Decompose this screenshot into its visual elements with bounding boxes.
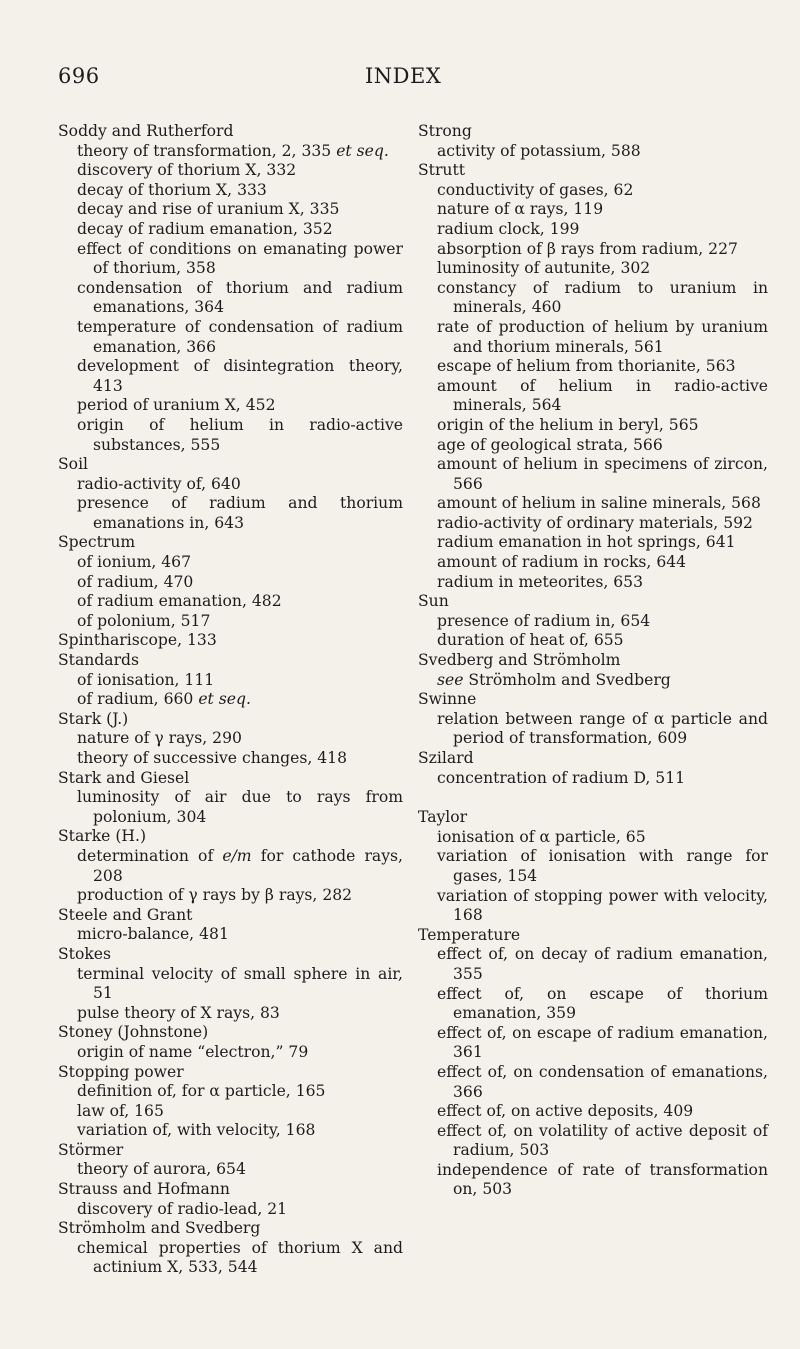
index-heading: Strutt: [418, 161, 465, 180]
index-subentry: amount of radium in rocks, 644: [437, 553, 687, 572]
index-column-right: [418, 122, 768, 1200]
index-subentry: of ionisation, 111: [77, 670, 215, 689]
index-subentry: variation of, with velocity, 168: [77, 1121, 316, 1140]
index-subentry: variation of stopping power with velocity, 168: [437, 886, 768, 925]
index-subentry: micro-balance, 481: [77, 925, 229, 944]
index-subentry: of ionium, 467: [77, 553, 192, 572]
index-subentry: conductivity of gases, 62: [437, 180, 634, 199]
index-heading: Spectrum: [58, 533, 136, 552]
index-subentry: duration of heat of, 655: [437, 631, 624, 650]
index-subentry: production of γ rays by β rays, 282: [77, 886, 353, 905]
index-heading: Taylor: [418, 808, 468, 827]
index-subentry: decay and rise of uranium X, 335: [77, 200, 340, 219]
index-subentry: amount of helium in radio-active minerals, 564: [437, 376, 768, 415]
index-entry: [58, 906, 403, 945]
index-subentry: development of disintegration theory, 413: [77, 357, 403, 395]
index-column-left: [58, 122, 403, 1278]
index-entry: [58, 455, 403, 533]
index-heading: Soil: [58, 455, 89, 474]
index-subentry: luminosity of air due to rays from polonium, 304: [77, 788, 403, 826]
index-subentry: nature of α rays, 119: [437, 200, 604, 219]
index-heading: Störmer: [58, 1140, 124, 1159]
index-heading: Szilard: [418, 749, 474, 767]
index-entry: [58, 631, 403, 651]
index-heading: Soddy and Rutherford: [58, 122, 234, 140]
index-entry: [58, 1219, 403, 1278]
index-subentry: of radium, 470: [77, 572, 194, 591]
index-entry: [418, 808, 768, 926]
index-heading: Stark (J.): [58, 709, 129, 728]
index-heading: Spinthariscope, 133: [58, 631, 217, 650]
index-subentry: terminal velocity of small sphere in air, 51: [77, 964, 403, 1003]
index-subentry: presence of radium and thorium emanations in, 643: [77, 494, 403, 532]
index-subentry: age of geological strata, 566: [437, 435, 663, 454]
running-head: INDEX: [365, 64, 442, 88]
index-subentry: concentration of radium D, 511: [437, 768, 686, 787]
index-heading: Svedberg and Strömholm: [418, 651, 621, 670]
index-subentry: origin of name “electron,” 79: [77, 1042, 309, 1061]
index-entry: [418, 161, 768, 592]
index-heading: Stark and Giesel: [58, 768, 190, 787]
index-subentry: chemical properties of thorium X and actinium X, 533, 544: [77, 1238, 403, 1277]
index-entry: [58, 769, 403, 828]
page-header: [0, 0, 800, 100]
index-heading: Standards: [58, 651, 140, 670]
index-subentry: ionisation of α particle, 65: [437, 827, 646, 846]
index-subentry: temperature of condensation of radium emanation, 366: [77, 317, 403, 356]
index-subentry: origin of helium in radio-active substances, 555: [77, 415, 403, 454]
index-subentry: origin of the helium in beryl, 565: [437, 415, 699, 434]
index-subentry: pulse theory of X rays, 83: [77, 1003, 280, 1022]
index-entry: [418, 749, 768, 788]
index-heading: Swinne: [418, 690, 477, 709]
index-subentry: radium emanation in hot springs, 641: [437, 533, 736, 552]
index-subentry: theory of transformation, 2, 335 et seq.: [77, 141, 389, 160]
index-entry: [418, 651, 768, 690]
index-subentry: luminosity of autunite, 302: [437, 259, 651, 278]
index-entry: [418, 592, 768, 651]
index-subentry: decay of radium emanation, 352: [77, 219, 333, 238]
index-entry: [58, 1180, 403, 1219]
index-subentry: activity of potassium, 588: [437, 141, 641, 160]
index-entry: [58, 651, 403, 710]
index-entry: [418, 690, 768, 749]
index-subentry: decay of thorium X, 333: [77, 180, 267, 199]
index-subentry: effect of, on volatility of active deposit of radium, 503: [437, 1121, 768, 1160]
index-heading: Strong: [418, 122, 472, 140]
index-heading: Stokes: [58, 944, 112, 963]
index-entry: [58, 1141, 403, 1180]
index-subentry: relation between range of α particle and period of transformation, 609: [437, 709, 768, 748]
index-entry: [418, 926, 768, 1200]
index-subentry: effect of, on escape of thorium emanation, 359: [437, 984, 768, 1023]
index-heading: Steele and Grant: [58, 905, 193, 924]
index-subentry: effect of, on condensation of emanations, 366: [437, 1062, 768, 1101]
index-subentry: theory of aurora, 654: [77, 1160, 246, 1179]
index-entry: [58, 1063, 403, 1141]
index-subentry: constancy of radium to uranium in minerals, 460: [437, 278, 768, 317]
index-subentry: nature of γ rays, 290: [77, 729, 242, 748]
index-subentry: amount of helium in specimens of zircon, 566: [437, 455, 768, 493]
index-subentry: absorption of β rays from radium, 227: [437, 239, 738, 258]
index-subentry: rate of production of helium by uranium and thorium minerals, 561: [437, 317, 768, 356]
index-subentry: discovery of thorium X, 332: [77, 161, 297, 180]
index-subentry: effect of, on active deposits, 409: [437, 1102, 694, 1121]
index-heading: Strömholm and Svedberg: [58, 1219, 261, 1238]
index-subentry: determination of e/m for cathode rays, 208: [77, 846, 403, 885]
index-subentry: radio-activity of, 640: [77, 474, 241, 493]
index-subentry: independence of rate of transformation on, 503: [437, 1160, 768, 1199]
index-heading: Stopping power: [58, 1062, 184, 1081]
index-subentry: of polonium, 517: [77, 611, 211, 630]
index-heading: Strauss and Hofmann: [58, 1180, 230, 1199]
index-entry: [58, 710, 403, 769]
index-entry: [58, 122, 403, 455]
index-subentry: condensation of thorium and radium emanations, 364: [77, 278, 403, 317]
index-subentry: amount of helium in saline minerals, 568: [437, 494, 761, 513]
index-subentry: discovery of radio-lead, 21: [77, 1199, 288, 1218]
index-subentry: radium clock, 199: [437, 219, 580, 238]
index-entry: [58, 945, 403, 1023]
index-subentry: see Strömholm and Svedberg: [437, 670, 671, 689]
index-subentry: effect of, on escape of radium emanation, 361: [437, 1023, 768, 1062]
index-subentry: escape of helium from thorianite, 563: [437, 357, 736, 376]
index-entry: [58, 827, 403, 905]
index-heading: Temperature: [418, 925, 521, 944]
index-subentry: definition of, for α particle, 165: [77, 1082, 326, 1101]
index-subentry: effect of conditions on emanating power of thorium, 358: [77, 239, 403, 278]
index-subentry: radio-activity of ordinary materials, 592: [437, 513, 753, 532]
index-subentry: of radium, 660 et seq.: [77, 690, 251, 709]
page-number: 696: [58, 64, 100, 88]
index-subentry: law of, 165: [77, 1101, 164, 1120]
index-subentry: radium in meteorites, 653: [437, 572, 644, 591]
index-heading: Starke (H.): [58, 827, 147, 846]
index-entry: [58, 533, 403, 631]
index-subentry: of radium emanation, 482: [77, 592, 282, 611]
index-subentry: period of uranium X, 452: [77, 396, 276, 415]
index-subentry: presence of radium in, 654: [437, 611, 651, 630]
index-entry: [418, 122, 768, 161]
index-heading: Sun: [418, 592, 449, 611]
index-entry: [58, 1023, 403, 1062]
index-subentry: theory of successive changes, 418: [77, 749, 347, 767]
index-subentry: variation of ionisation with range for gases, 154: [437, 847, 768, 885]
index-heading: Stoney (Johnstone): [58, 1023, 209, 1042]
index-subentry: effect of, on decay of radium emanation, 355: [437, 945, 768, 983]
